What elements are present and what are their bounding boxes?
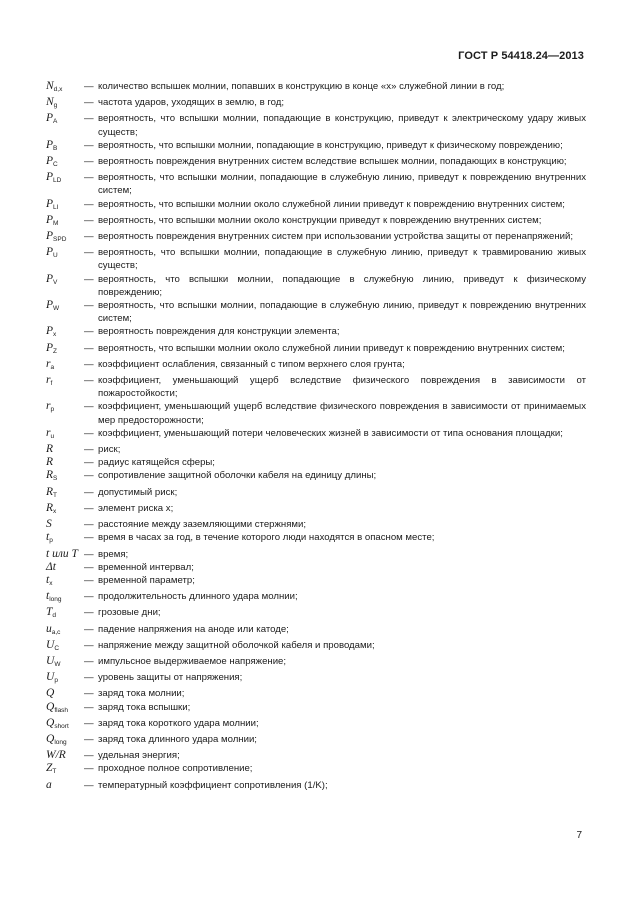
- term-dash: —: [84, 750, 94, 762]
- term-row: [46, 561, 586, 574]
- term-dash: —: [84, 198, 94, 210]
- term-row: [46, 639, 586, 655]
- term-symbol: $P_A$: [46, 112, 58, 126]
- term-row: [46, 342, 586, 358]
- term-symbol-subscript: V: [53, 278, 58, 286]
- term-dash: —: [84, 273, 94, 285]
- term-symbol-subscript: x: [49, 579, 53, 587]
- term-symbol: $P_W$: [46, 299, 60, 313]
- term-dash: —: [84, 561, 94, 573]
- term-symbol-subscript: T: [53, 491, 58, 499]
- term-description: продолжительность длинного удара молнии;: [98, 591, 298, 603]
- term-dash: —: [84, 231, 94, 243]
- term-symbol-subscript: p: [49, 537, 53, 545]
- term-row: [46, 246, 586, 272]
- term-symbol-subscript: W: [54, 660, 61, 668]
- term-symbol: Q: [46, 687, 55, 700]
- term-symbol: $P_C$: [46, 155, 58, 169]
- term-row: [46, 779, 586, 792]
- term-row: [46, 749, 586, 762]
- term-description: время в часах за год, в течение которого люди находятся в опасном месте;: [98, 532, 435, 544]
- term-symbol-subscript: C: [54, 644, 60, 652]
- term-symbol-subscript: short: [54, 722, 69, 730]
- term-description: количество вспышек молнии, попавших в конструкцию в конце «х» служебной линии в год;: [98, 81, 505, 92]
- term-description: вероятность, что вспышки молнии, попадающие в конструкцию, приведут к физическому повреждению;: [98, 139, 563, 151]
- term-symbol-subscript: SPD: [53, 236, 67, 244]
- term-symbol: R: [46, 443, 54, 456]
- term-row: [46, 171, 586, 197]
- term-description: грозовые дни;: [98, 607, 161, 619]
- term-row: [46, 139, 586, 155]
- term-description: вероятность, что вспышки молнии, попадающие в служебную линию, приведут к травмированию живых существ;: [98, 247, 586, 272]
- term-symbol-subscript: long: [49, 596, 62, 604]
- term-symbol-subscript: T: [52, 768, 57, 776]
- term-description: вероятность, что вспышки молнии, попадающие в служебную линию, приведут к повреждению внутренних систем;: [98, 172, 586, 197]
- term-description: вероятность, что вспышки молнии, попадающие в служебную линию, приведут к повреждению внутренних систем;: [98, 300, 586, 325]
- term-symbol-subscript: u: [50, 432, 55, 440]
- term-symbol: $Q_{flash}$: [46, 700, 69, 714]
- page-number: 7: [576, 830, 582, 841]
- term-symbol: $u_{a,c}$: [46, 622, 61, 636]
- term-symbol-subscript: g: [53, 102, 58, 110]
- term-dash: —: [84, 156, 94, 168]
- term-description: расстояние между заземляющими стержнями;: [98, 519, 307, 531]
- term-dash: —: [84, 457, 94, 469]
- term-dash: —: [84, 401, 94, 413]
- term-symbol: W/R: [46, 749, 66, 762]
- term-description: вероятность повреждения внутренних систем вследствие вспышек молнии, попадающих в конструкцию;: [98, 156, 567, 168]
- term-row: [46, 574, 586, 590]
- term-row: [46, 733, 586, 749]
- term-symbol: $r_p$: [46, 400, 55, 414]
- term-dash: —: [84, 548, 94, 560]
- term-dash: —: [84, 591, 94, 603]
- term-row: [46, 486, 586, 502]
- term-row: [46, 80, 586, 96]
- term-description: коэффициент, уменьшающий ущерб вследствие физического повреждения в зависимости от пожаростойкости;: [98, 375, 586, 400]
- term-dash: —: [84, 623, 94, 635]
- term-symbol: $N_{d,x}$: [46, 80, 63, 93]
- term-symbol-subscript: LD: [53, 177, 62, 185]
- term-row: [46, 325, 586, 341]
- term-description: заряд тока короткого удара молнии;: [98, 717, 259, 729]
- term-symbol: $P_{SPD}$: [46, 230, 67, 244]
- term-description: заряд тока длинного удара молнии;: [98, 733, 257, 745]
- term-symbol: $P_U$: [46, 246, 58, 260]
- term-row: [46, 374, 586, 400]
- term-description: допустимый риск;: [98, 486, 178, 498]
- term-row: [46, 671, 586, 687]
- term-dash: —: [84, 172, 94, 184]
- term-description: коэффициент ослабления, связанный с типом верхнего слоя грунта;: [98, 358, 405, 370]
- term-symbol-subscript: U: [53, 252, 58, 260]
- term-dash: —: [84, 97, 94, 109]
- term-row: [46, 400, 586, 426]
- term-description: заряд тока вспышки;: [98, 701, 191, 713]
- term-symbol: $P_M$: [46, 213, 59, 227]
- term-dash: —: [84, 733, 94, 745]
- term-row: [46, 198, 586, 214]
- term-dash: —: [84, 717, 94, 729]
- term-symbol: $r_a$: [46, 357, 55, 371]
- term-description: вероятность, что вспышки молнии, попадающие в служебную линию, приведут к физическому повреждению;: [98, 273, 586, 298]
- term-symbol-subscript: d,x: [53, 86, 63, 93]
- term-symbol: $P_B$: [46, 138, 58, 152]
- term-symbol: $P_Z$: [46, 341, 58, 355]
- term-row: [46, 701, 586, 717]
- term-symbol-subscript: x: [53, 507, 57, 515]
- term-dash: —: [84, 427, 94, 439]
- term-symbol: $P_V$: [46, 272, 58, 286]
- term-description: заряд тока молнии;: [98, 688, 185, 700]
- term-dash: —: [84, 502, 94, 514]
- term-row: [46, 687, 586, 700]
- term-dash: —: [84, 701, 94, 713]
- term-row: [46, 456, 586, 469]
- term-description: вероятность, что вспышки молнии около конструкции приведут к повреждению внутренних систем;: [98, 214, 542, 226]
- term-row: [46, 518, 586, 531]
- term-dash: —: [84, 342, 94, 354]
- term-dash: —: [84, 300, 94, 312]
- term-row: [46, 299, 586, 325]
- term-dash: —: [84, 532, 94, 544]
- term-symbol: $R_S$: [46, 469, 58, 483]
- term-description: время;: [98, 548, 129, 560]
- term-description: импульсное выдерживаемое напряжение;: [98, 655, 287, 667]
- term-symbol: $Q_{long}$: [46, 732, 67, 746]
- term-dash: —: [84, 139, 94, 151]
- term-row: [46, 606, 586, 622]
- symbols-list: [46, 80, 586, 792]
- term-symbol: $Z_T$: [46, 762, 57, 776]
- term-symbol: $U_C$: [46, 638, 60, 652]
- term-row: [46, 623, 586, 639]
- term-description: вероятность повреждения внутренних систем при использовании устройства защиты от перенапряжений;: [98, 231, 574, 243]
- term-symbol-subscript: x: [53, 331, 57, 339]
- term-description: радиус катящейся сферы;: [98, 457, 215, 469]
- term-symbol-subscript: a: [50, 363, 55, 371]
- term-symbol: $t_{long}$: [46, 590, 62, 604]
- term-row: [46, 548, 586, 561]
- term-symbol: $P_{LD}$: [46, 171, 62, 185]
- term-symbol: $T_d$: [46, 606, 57, 620]
- term-description: элемент риска x;: [98, 502, 174, 514]
- term-dash: —: [84, 326, 94, 338]
- term-symbol-subscript: W: [53, 305, 60, 313]
- term-dash: —: [84, 486, 94, 498]
- term-symbol-subscript: d: [52, 612, 57, 620]
- term-row: [46, 762, 586, 778]
- term-description: вероятность повреждения для конструкции элемента;: [98, 326, 340, 338]
- term-dash: —: [84, 113, 94, 125]
- term-description: проходное полное сопротивление;: [98, 763, 253, 775]
- term-symbol: $t_x$: [46, 573, 53, 587]
- term-symbol: Δt: [46, 560, 56, 573]
- term-row: [46, 273, 586, 299]
- term-description: вероятность, что вспышки молнии, попадающие в конструкцию, приведут к электрическому удару живых существ;: [98, 113, 586, 138]
- term-dash: —: [84, 574, 94, 586]
- term-description: падение напряжения на аноде или катоде;: [98, 623, 289, 635]
- term-description: вероятность, что вспышки молнии около служебной линии приведут к повреждению внутренних систем;: [98, 198, 565, 210]
- term-description: временной интервал;: [98, 561, 194, 573]
- term-description: сопротивление защитной оболочки кабеля на единицу длины;: [98, 470, 377, 482]
- term-symbol: $N_g$: [46, 96, 58, 110]
- term-symbol-subscript: LI: [53, 203, 59, 211]
- term-description: уровень защиты от напряжения;: [98, 672, 243, 684]
- term-symbol-subscript: flash: [54, 706, 69, 714]
- term-dash: —: [84, 779, 94, 791]
- term-symbol: $Q_{short}$: [46, 716, 69, 730]
- term-symbol: $R_x$: [46, 501, 57, 515]
- term-symbol-subscript: Z: [53, 347, 58, 355]
- term-symbol-subscript: p: [54, 677, 58, 685]
- term-dash: —: [84, 763, 94, 775]
- term-description: напряжение между защитной оболочкой кабеля и проводами;: [98, 639, 375, 651]
- term-symbol-subscript: C: [53, 161, 58, 169]
- term-description: удельная энергия;: [98, 750, 180, 762]
- term-row: [46, 96, 586, 112]
- term-description: температурный коэффициент сопротивления (1/K);: [98, 779, 328, 791]
- term-symbol-subscript: S: [53, 475, 58, 483]
- term-symbol-subscript: f: [50, 380, 53, 388]
- term-dash: —: [84, 358, 94, 370]
- term-symbol-subscript: B: [53, 144, 58, 152]
- term-symbol-subscript: a,c: [51, 628, 61, 636]
- term-row: [46, 590, 586, 606]
- term-dash: —: [84, 247, 94, 259]
- term-dash: —: [84, 470, 94, 482]
- term-row: [46, 230, 586, 246]
- term-row: [46, 655, 586, 671]
- term-symbol-subscript: long: [54, 738, 67, 746]
- term-symbol: R: [46, 456, 54, 469]
- term-row: [46, 358, 586, 374]
- term-symbol: t или T: [46, 547, 78, 560]
- term-symbol: $P_x$: [46, 325, 57, 339]
- term-dash: —: [84, 519, 94, 531]
- term-row: [46, 443, 586, 456]
- term-symbol: $P_{LI}$: [46, 197, 59, 211]
- term-symbol-subscript: A: [53, 118, 58, 126]
- term-symbol: $t_p$: [46, 531, 53, 545]
- term-dash: —: [84, 444, 94, 456]
- term-dash: —: [84, 607, 94, 619]
- term-description: вероятность, что вспышки молнии около служебной линии приведут к повреждению внутренних систем;: [98, 342, 565, 354]
- term-description: риск;: [98, 444, 121, 456]
- term-symbol: S: [46, 518, 52, 531]
- term-description: коэффициент, уменьшающий потери человеческих жизней в зависимости от типа основания площадки;: [98, 427, 563, 439]
- term-dash: —: [84, 375, 94, 387]
- term-row: [46, 717, 586, 733]
- term-row: [46, 112, 586, 138]
- term-symbol: $U_W$: [46, 654, 61, 668]
- term-symbol: $r_f$: [46, 374, 53, 388]
- term-row: [46, 427, 586, 443]
- document-code: ГОСТ Р 54418.24—2013: [458, 50, 584, 62]
- term-dash: —: [84, 639, 94, 651]
- term-row: [46, 214, 586, 230]
- term-dash: —: [84, 672, 94, 684]
- term-dash: —: [84, 688, 94, 700]
- term-row: [46, 531, 586, 547]
- term-row: [46, 155, 586, 171]
- term-description: частота ударов, уходящих в землю, в год;: [98, 97, 285, 109]
- term-description: коэффициент, уменьшающий ущерб вследствие физического повреждения в зависимости от принимаемых мер предосторожности;: [98, 401, 586, 426]
- term-symbol: $r_u$: [46, 426, 55, 440]
- term-dash: —: [84, 214, 94, 226]
- term-row: [46, 469, 586, 485]
- term-symbol-subscript: M: [53, 219, 59, 227]
- term-symbol-subscript: p: [50, 406, 55, 414]
- term-description: временной параметр;: [98, 574, 195, 586]
- term-row: [46, 502, 586, 518]
- term-dash: —: [84, 655, 94, 667]
- term-dash: —: [84, 81, 94, 92]
- term-symbol: $U_p$: [46, 671, 58, 685]
- term-symbol: $R_T$: [46, 485, 58, 499]
- term-symbol: a: [46, 778, 52, 791]
